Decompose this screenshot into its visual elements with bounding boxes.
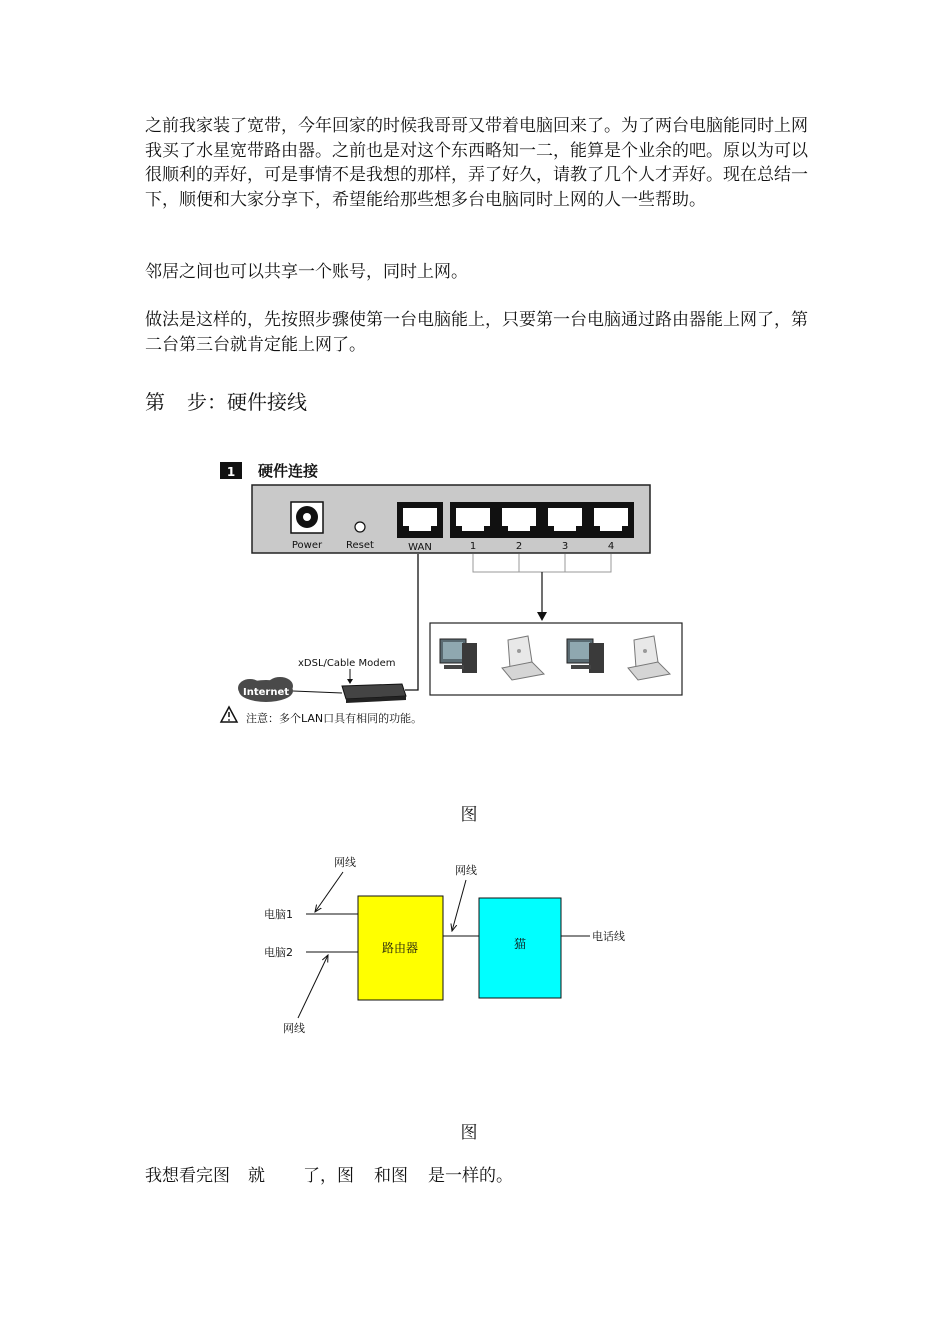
internet-modem-link: [293, 691, 342, 693]
modem-pointer-head: [347, 679, 353, 684]
cable-label-middle: 网线: [455, 864, 477, 877]
closing-part-4: 和图: [374, 1166, 408, 1186]
step-heading-suffix: 步：硬件接线: [187, 390, 307, 414]
figure2-caption: 图: [460, 1123, 478, 1143]
lan-port-4-icon: [588, 502, 634, 538]
closing-part-2: 就: [248, 1166, 265, 1186]
method-paragraph: 做法是这样的，先按照步骤使第一台电脑能上，只要第一台电脑通过路由器能上网了，第二台第三台就肯定能上网了。: [145, 310, 808, 355]
reset-button-icon: [355, 522, 365, 532]
port-label-lan-1: 1: [469, 541, 477, 552]
desktop-computer-icon: [440, 639, 477, 673]
port-label-power: Power: [291, 540, 323, 551]
lan-port-3-icon: [542, 502, 588, 538]
figure1-title: 硬件连接: [258, 462, 319, 480]
wan-port-icon: [397, 502, 443, 538]
cable-arrow-top: [315, 872, 343, 912]
port-label-reset: Reset: [346, 540, 374, 551]
figure1-caption: 图: [460, 805, 478, 825]
port-label-lan-4: 4: [607, 541, 615, 552]
lan-port-1-icon: [450, 502, 496, 538]
modem-label: xDSL/Cable Modem: [298, 658, 396, 669]
cable-arrow-bottom: [298, 955, 328, 1018]
desktop-computer-icon: [567, 639, 604, 673]
port-label-lan-2: 2: [515, 541, 523, 552]
lan-bracket: [473, 554, 611, 572]
router-label: 路由器: [381, 941, 419, 955]
cable-label-top: 网线: [334, 856, 356, 869]
lan-port-2-icon: [496, 502, 542, 538]
lan-note: 注意：多个LAN口具有相同的功能。: [246, 712, 423, 725]
intro-paragraph: 之前我家装了宽带，今年回家的时候我哥哥又带着电脑回来了。为了两台电脑能同时上网我买了水星宽带路由器。之前也是对这个东西略知一二，能算是个业余的吧。原以为可以很顺利的弄好，可是事情不是我想的那样，弄了好久，请教了几个人才弄好。现在总结一下，顺便和大家分享下，希望能给那些想多台电脑同时上网的人一些帮助。: [145, 116, 808, 210]
wan-cable: [405, 554, 418, 690]
lan-arrow-head: [537, 612, 547, 621]
computer-2-label: 电脑2: [264, 946, 293, 959]
step-heading-prefix: 第: [145, 390, 165, 414]
computer-1-label: 电脑1: [264, 908, 293, 921]
hardware-connection-figure: [210, 450, 690, 740]
cable-arrow-middle: [452, 880, 466, 931]
closing-part-3: 了，图: [303, 1166, 354, 1186]
internet-label: Internet: [242, 687, 290, 698]
port-label-lan-3: 3: [561, 541, 569, 552]
neighbor-paragraph: 邻居之间也可以共享一个账号，同时上网。: [145, 262, 468, 282]
step-number: 1: [226, 465, 236, 479]
closing-paragraph: [145, 1164, 810, 1189]
warning-icon: [221, 707, 237, 722]
modem-box-label: 猫: [513, 937, 527, 951]
power-jack-icon: [291, 502, 323, 533]
port-label-wan: WAN: [408, 542, 432, 553]
step-heading: [145, 389, 307, 415]
closing-part-1: 我想看完图: [145, 1166, 230, 1186]
closing-part-5: 是一样的。: [428, 1166, 513, 1186]
modem-icon: [342, 684, 406, 703]
network-diagram: [250, 848, 650, 1048]
cable-label-bottom: 网线: [283, 1022, 305, 1035]
phone-line-label: 电话线: [592, 930, 625, 943]
